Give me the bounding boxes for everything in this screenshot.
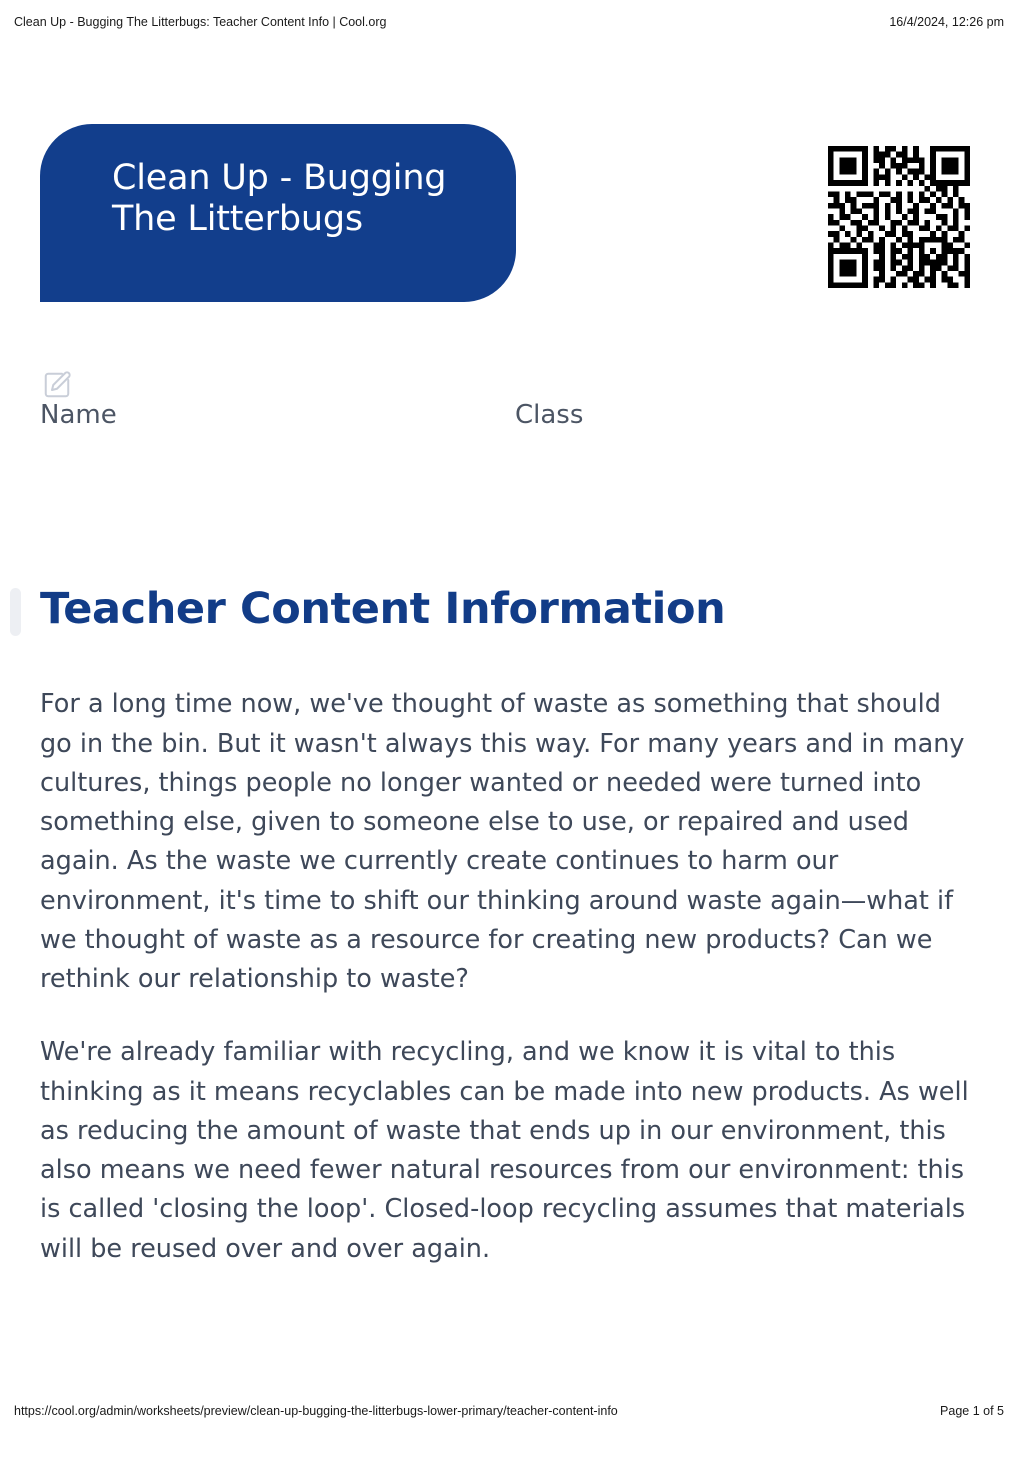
edit-pencil-icon: [42, 370, 72, 400]
name-field[interactable]: [40, 372, 117, 428]
student-fields-row: [40, 372, 978, 428]
qr-code-icon[interactable]: [828, 146, 970, 288]
title-row: [40, 44, 978, 274]
print-header-timestamp: 16/4/2024, 12:26 pm: [889, 15, 1004, 29]
print-footer-url: https://cool.org/admin/worksheets/preview/clean-up-bugging-the-litterbugs-lower-primary/teacher-content-info: [14, 1404, 618, 1418]
worksheet-title: Clean Up - Bugging The Litterbugs: [112, 158, 447, 240]
print-footer-page-indicator: Page 1 of 5: [940, 1404, 1004, 1418]
class-field[interactable]: [515, 372, 583, 428]
worksheet-title-card: [40, 124, 516, 302]
worksheet-page: [0, 44, 1018, 1390]
print-header-title: Clean Up - Bugging The Litterbugs: Teacher Content Info | Cool.org: [14, 15, 387, 29]
body-paragraph: For a long time now, we've thought of waste as something that should go in the bin. But it wasn't always this way. For many years and in many cultures, things people no longer wanted or needed were turned into something else, given to someone else to use, or repaired and used again. As the waste we currently create continues to harm our environment, it's time to shift our thinking around waste again—what if we thought of waste as a resource for creating new products? Can we rethink our relationship to waste?: [40, 689, 965, 995]
print-header: [0, 0, 1018, 44]
body-paragraph: We're already familiar with recycling, and we know it is vital to this thinking as it means recyclables can be made into new products. As well as reducing the amount of waste that ends up in our environment, this also means we need fewer natural resources from our environment: this is called 'closing the loop'. Closed-loop recycling assumes that materials will be reused over and over again.: [40, 1037, 969, 1264]
section-heading-row: [40, 586, 978, 633]
heading-accent-bar: [10, 588, 21, 636]
teacher-content-section: [40, 586, 978, 1269]
section-heading: Teacher Content Information: [40, 584, 726, 634]
print-footer: [0, 1390, 1018, 1478]
name-field-label: Name: [40, 400, 117, 430]
class-field-label: Class: [515, 400, 584, 430]
section-body: [40, 685, 978, 1269]
